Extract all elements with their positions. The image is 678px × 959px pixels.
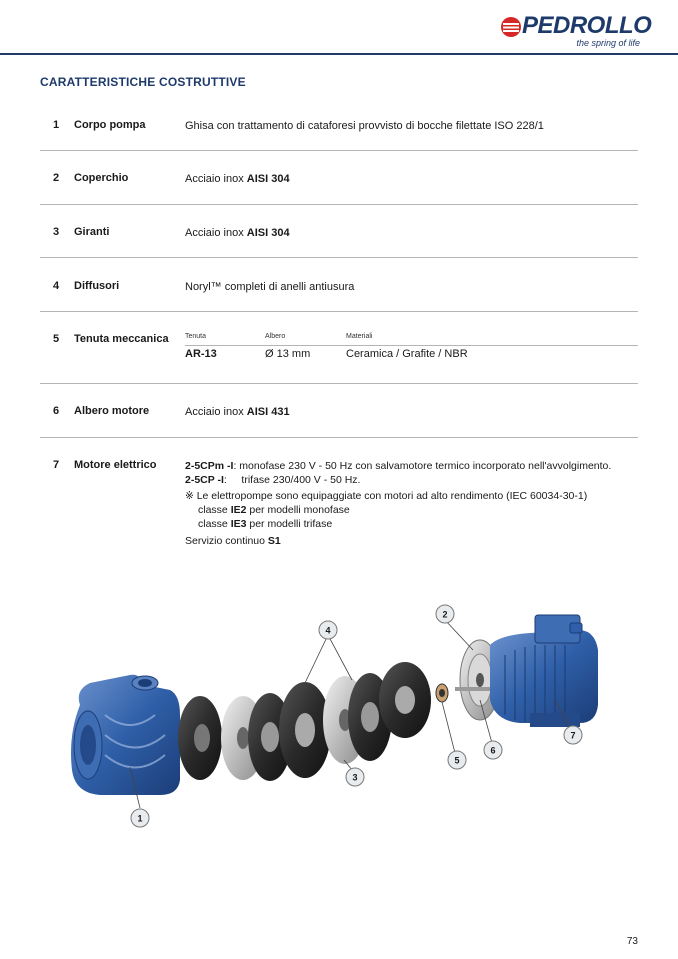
motor-line-ie3 bbox=[185, 517, 645, 531]
row-number: 7 bbox=[53, 459, 60, 471]
seal-table-values bbox=[185, 348, 638, 364]
seal-header-materiali: Materiali bbox=[346, 333, 373, 340]
class-code: IE3 bbox=[230, 518, 247, 530]
row-number: 6 bbox=[53, 405, 60, 417]
svg-text:3: 3 bbox=[352, 772, 358, 783]
row-label: Motore elettrico bbox=[74, 459, 157, 471]
pump-body bbox=[71, 675, 180, 795]
row-divider bbox=[40, 311, 638, 312]
row-divider bbox=[40, 204, 638, 205]
diffuser-stack bbox=[178, 662, 431, 781]
service-code: S1 bbox=[267, 535, 281, 547]
value-text: Acciaio inox bbox=[185, 406, 247, 418]
brand-name: PEDROLLO bbox=[522, 12, 652, 39]
motor-description bbox=[185, 459, 645, 548]
row-label: Corpo pompa bbox=[74, 119, 146, 131]
motor-line-service bbox=[185, 534, 645, 548]
motor-shaft bbox=[455, 687, 495, 691]
row-number: 4 bbox=[53, 280, 60, 292]
electric-motor bbox=[490, 615, 598, 727]
row-label: Coperchio bbox=[74, 172, 129, 184]
svg-text:2: 2 bbox=[442, 609, 448, 620]
value-text: Acciaio inox bbox=[185, 227, 247, 239]
value-bold: AISI 431 bbox=[246, 406, 290, 418]
row-number: 5 bbox=[53, 333, 60, 345]
row-divider bbox=[40, 383, 638, 384]
mechanical-seal bbox=[436, 684, 448, 702]
svg-text:4: 4 bbox=[325, 625, 331, 636]
class-text: classe bbox=[198, 518, 231, 530]
motor-line-ie2 bbox=[185, 503, 645, 517]
row-divider bbox=[40, 437, 638, 438]
callout-5 bbox=[448, 751, 466, 769]
value-bold: AISI 304 bbox=[246, 227, 290, 239]
row-value: Noryl™ completi di anelli antiusura bbox=[185, 281, 355, 293]
page-header bbox=[0, 0, 678, 56]
seal-header-rule bbox=[185, 345, 638, 346]
seal-header-tenuta: Tenuta bbox=[185, 333, 207, 340]
pedrollo-logo-icon bbox=[500, 16, 522, 38]
row-label: Giranti bbox=[74, 226, 110, 238]
row-label: Albero motore bbox=[74, 405, 150, 417]
header-rule bbox=[0, 53, 678, 55]
callout-7 bbox=[564, 726, 582, 744]
callout-4 bbox=[319, 621, 337, 639]
svg-text:1: 1 bbox=[137, 813, 143, 824]
class-text: per modelli trifase bbox=[246, 518, 333, 530]
seal-value-tenuta: AR-13 bbox=[185, 348, 217, 360]
row-value bbox=[185, 172, 290, 186]
motor-line-monofase bbox=[185, 459, 645, 473]
motor-line-trifase bbox=[185, 473, 645, 487]
value-bold: AISI 304 bbox=[246, 173, 290, 185]
seal-table-header bbox=[185, 333, 638, 346]
row-divider bbox=[40, 257, 638, 258]
callout-6 bbox=[484, 741, 502, 759]
row-number: 1 bbox=[53, 119, 60, 131]
class-code: IE2 bbox=[230, 504, 247, 516]
value-text: Acciaio inox bbox=[185, 173, 247, 185]
class-text: per modelli monofase bbox=[246, 504, 350, 516]
model-text: : monofase 230 V - 50 Hz con salvamotore termico incorporato nell'avvolgimento. bbox=[233, 460, 612, 472]
callout-3 bbox=[346, 768, 364, 786]
seal-header-albero: Albero bbox=[265, 333, 286, 340]
model-text: : trifase 230/400 V - 50 Hz. bbox=[223, 474, 361, 486]
callout-1 bbox=[131, 809, 149, 827]
page-number: 73 bbox=[626, 936, 638, 947]
brand-tagline: the spring of life bbox=[576, 38, 640, 48]
row-divider bbox=[40, 150, 638, 151]
row-label: Diffusori bbox=[74, 280, 120, 292]
svg-text:6: 6 bbox=[490, 745, 496, 756]
svg-text:5: 5 bbox=[454, 755, 460, 766]
row-number: 3 bbox=[53, 226, 60, 238]
motor-line-note: ※ Le elettropompe sono equipaggiate con motori ad alto rendimento (IEC 60034-30-1) bbox=[185, 490, 588, 502]
row-value: Ghisa con trattamento di cataforesi provvisto di bocche filettate ISO 228/1 bbox=[185, 120, 544, 132]
row-value bbox=[185, 226, 290, 240]
service-text: Servizio continuo bbox=[185, 535, 268, 547]
seal-value-materiali: Ceramica / Grafite / NBR bbox=[346, 348, 468, 360]
model-code: 2-5CP -I bbox=[185, 474, 224, 486]
row-number: 2 bbox=[53, 172, 60, 184]
callout-2 bbox=[436, 605, 454, 623]
pedrollo-logo bbox=[500, 12, 652, 52]
row-label: Tenuta meccanica bbox=[74, 333, 169, 345]
seal-value-albero: Ø 13 mm bbox=[265, 348, 311, 360]
seal-table bbox=[185, 333, 638, 364]
svg-text:7: 7 bbox=[570, 730, 576, 741]
section-title: CARATTERISTICHE COSTRUTTIVE bbox=[40, 75, 246, 89]
class-text: classe bbox=[198, 504, 231, 516]
pump-exploded-view bbox=[60, 595, 600, 835]
row-value bbox=[185, 405, 290, 419]
model-code: 2-5CPm -I bbox=[185, 460, 234, 472]
